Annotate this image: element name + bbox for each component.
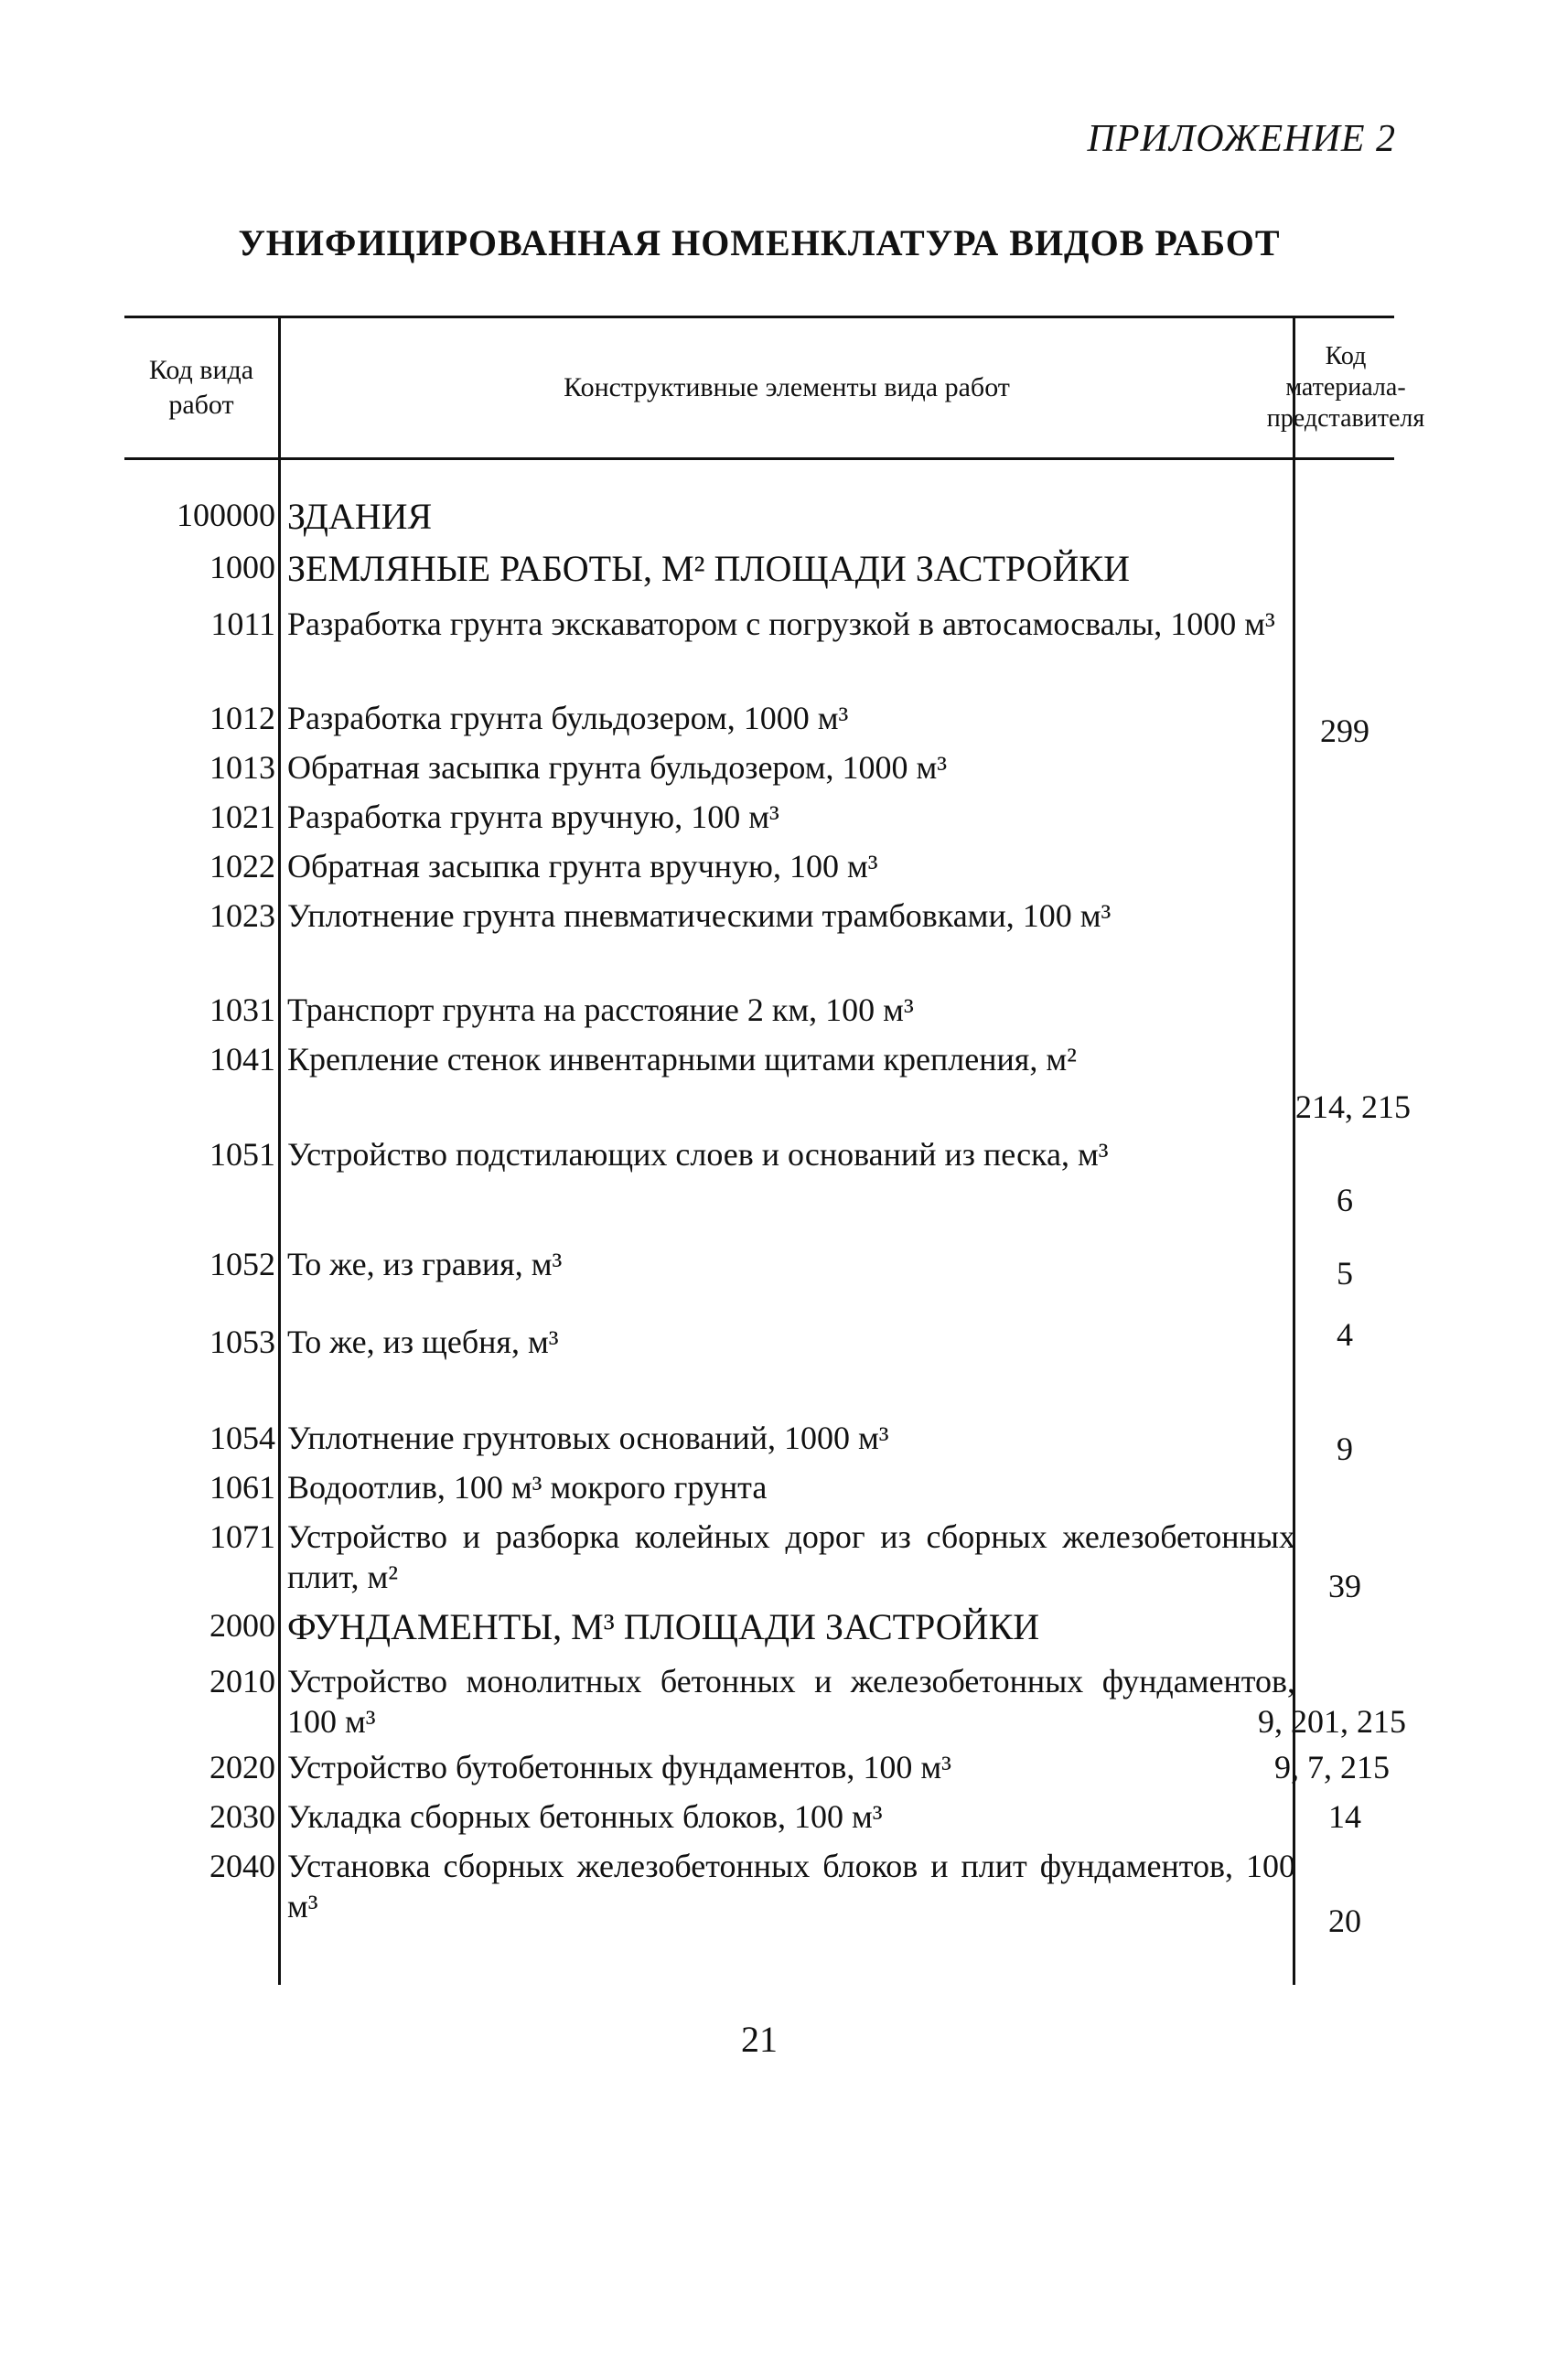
row-code: 1052 [209, 1246, 275, 1282]
header-elements-label: Конструктивные элементы вида работ [564, 372, 1010, 402]
row-text: Устройство бутобетонных фундаментов, 100 м³ [287, 1749, 951, 1785]
document-title: УНИФИЦИРОВАННАЯ НОМЕНКЛАТУРА ВИДОВ РАБОТ [238, 222, 1281, 263]
row-material-code: 9, 201, 215 [1258, 1703, 1406, 1740]
row-material-code: 9, 7, 215 [1274, 1749, 1390, 1785]
row-material-code: 39 [1328, 1568, 1361, 1604]
header-elements [281, 316, 1293, 460]
row-material-code: 9 [1337, 1431, 1353, 1467]
row-text: Уплотнение грунтовых оснований, 1000 м³ [287, 1420, 889, 1456]
row-material-code: 20 [1328, 1903, 1361, 1939]
row-code: 1051 [209, 1136, 275, 1173]
row-code: 2000 [209, 1607, 275, 1644]
row-code: 1054 [209, 1420, 275, 1456]
row-text: Разработка грунта бульдозером, 1000 м³ [287, 700, 849, 736]
row-code: 1013 [209, 749, 275, 786]
row-text: Разработка грунта экскаватором с погрузкой в автосамосвалы, 1000 м³ [287, 606, 1275, 642]
row-code: 1012 [209, 700, 275, 736]
row-text: Устройство монолитных бетонных и железобетонных фундаментов, 100 м³ [287, 1663, 1295, 1740]
row-text: Разработка грунта вручную, 100 м³ [287, 799, 779, 835]
work-types-table [124, 316, 1425, 1985]
header-material-label: Код материала-представителя [1266, 342, 1425, 433]
row-text: ЗЕМЛЯНЫЕ РАБОТЫ, М² ПЛОЩАДИ ЗАСТРОЙКИ [287, 548, 1130, 589]
row-material-code: 6 [1337, 1182, 1353, 1218]
row-code: 1061 [209, 1469, 275, 1506]
row-code: 2020 [209, 1749, 275, 1785]
row-text: Устройство и разборка колейных дорог из сборных железобетонных плит, м² [287, 1518, 1295, 1595]
row-text: Обратная засыпка грунта бульдозером, 1000 м³ [287, 749, 948, 786]
row-text: Крепление стенок инвентарными щитами крепления, м² [287, 1041, 1077, 1077]
row-code: 1071 [209, 1518, 275, 1555]
header-material [1266, 316, 1425, 460]
row-text: Установка сборных железобетонных блоков и плит фундаментов, 100 м³ [287, 1848, 1295, 1924]
row-material-code: 214, 215 [1295, 1088, 1411, 1125]
row-text: Уплотнение грунта пневматическими трамбовками, 100 м³ [287, 897, 1112, 934]
row-text: То же, из гравия, м³ [287, 1246, 563, 1282]
row-text: ЗДАНИЯ [287, 496, 433, 537]
row-material-code: 14 [1328, 1798, 1361, 1835]
row-code: 1031 [209, 992, 275, 1028]
row-text: Транспорт грунта на расстояние 2 км, 100 м³ [287, 992, 914, 1028]
row-code: 1022 [209, 848, 275, 884]
header-code [124, 316, 278, 460]
row-text: То же, из щебня, м³ [287, 1324, 559, 1360]
row-code: 1053 [209, 1324, 275, 1360]
header-code-label: Код вида работ [148, 355, 254, 420]
row-code: 1011 [210, 606, 275, 642]
row-material-code: 5 [1337, 1255, 1353, 1292]
row-text: Укладка сборных бетонных блоков, 100 м³ [287, 1798, 883, 1835]
row-text: Устройство подстилающих слоев и оснований из песка, м³ [287, 1136, 1109, 1173]
row-code: 2010 [209, 1663, 275, 1699]
row-code: 1000 [209, 549, 275, 585]
row-code: 1041 [209, 1041, 275, 1077]
page-number: 21 [741, 2019, 778, 2060]
row-code: 100000 [177, 497, 275, 533]
row-code: 1023 [209, 897, 275, 934]
column-divider-code [278, 316, 281, 1985]
row-text: ФУНДАМЕНТЫ, М³ ПЛОЩАДИ ЗАСТРОЙКИ [287, 1606, 1040, 1647]
row-code: 2030 [209, 1798, 275, 1835]
row-text: Водоотлив, 100 м³ мокрого грунта [287, 1469, 768, 1506]
row-material-code: 299 [1320, 713, 1369, 749]
row-code: 2040 [209, 1848, 275, 1884]
row-code: 1021 [209, 799, 275, 835]
row-text: Обратная засыпка грунта вручную, 100 м³ [287, 848, 878, 884]
row-material-code: 4 [1337, 1316, 1353, 1353]
appendix-label: ПРИЛОЖЕНИЕ 2 [1087, 118, 1396, 160]
